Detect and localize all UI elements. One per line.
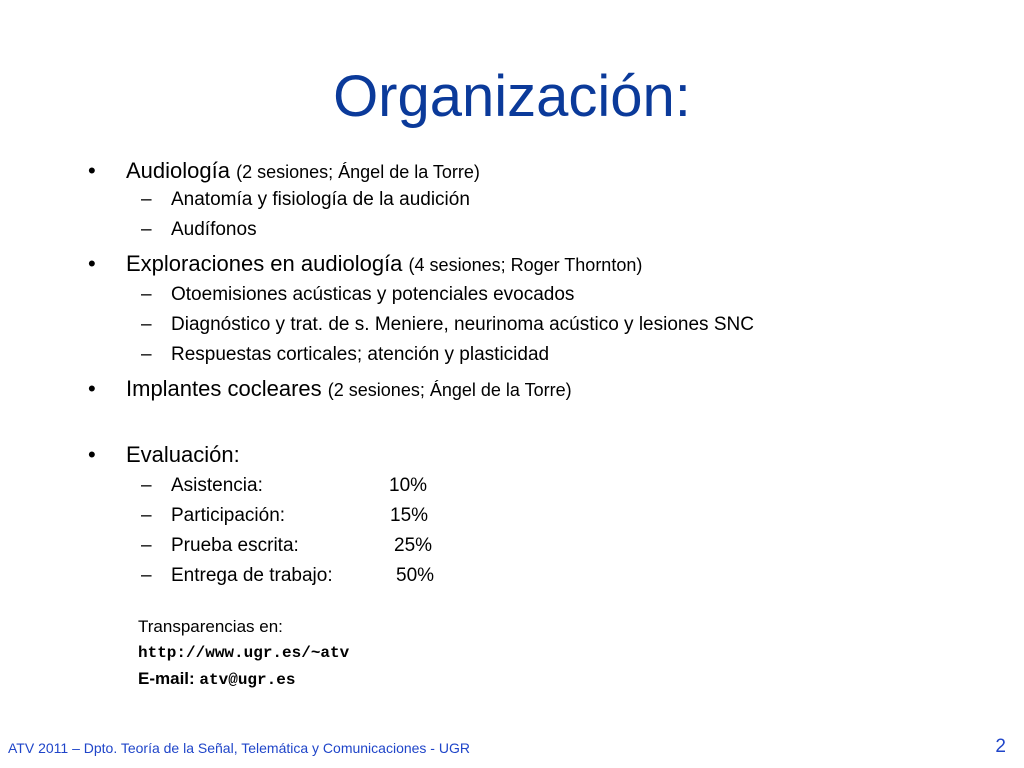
item-label: Evaluación: [126,442,240,467]
dash-icon: – [141,219,152,240]
slide-title: Organización: [333,64,691,129]
item-label: Audiología [126,158,230,183]
sub-item-text: Anatomía y fisiología de la audición [171,189,470,210]
evaluation-name: Prueba escrita: [171,535,299,556]
dash-icon: – [141,475,152,496]
item-detail: (2 sesiones; Ángel de la Torre) [236,162,480,182]
transparencies-label: Transparencias en: [138,617,283,636]
page-number: 2 [995,736,1006,757]
email-address[interactable]: atv@ugr.es [199,671,296,689]
evaluation-value: 10% [389,475,428,496]
email-line [138,667,295,692]
evaluation-name: Asistencia: [171,475,263,496]
dash-icon: – [141,565,152,586]
dash-icon: – [141,505,152,526]
evaluation-name: Entrega de trabajo: [171,565,333,586]
dash-icon: – [141,314,152,335]
item-label: Implantes cocleares [126,376,322,401]
bullet-icon: • [88,376,96,401]
sub-item-text: Respuestas corticales; atención y plasticidad [171,344,550,365]
item-detail: (2 sesiones; Ángel de la Torre) [327,380,572,400]
bullet-icon: • [88,442,96,467]
item-detail: (4 sesiones; Roger Thornton) [408,255,643,275]
bullet-icon: • [88,251,96,276]
evaluation-value: 25% [394,535,433,556]
dash-icon: – [141,535,152,556]
evaluation-value: 15% [390,505,429,526]
dash-icon: – [141,344,152,365]
dash-icon: – [141,189,152,210]
footer-text: ATV 2011 – Dpto. Teoría de la Señal, Telemática y Comunicaciones - UGR [8,740,470,756]
sub-item-text: Otoemisiones acústicas y potenciales evocados [171,284,575,305]
sub-item-text: Audífonos [171,219,257,240]
evaluation-name: Participación: [171,505,286,526]
dash-icon: – [141,284,152,305]
item-label: Exploraciones en audiología [126,251,403,276]
bullet-icon: • [88,158,96,183]
email-label: E-mail: [138,669,195,688]
sub-item-text: Diagnóstico y trat. de s. Meniere, neurinoma acústico y lesiones SNC [171,314,754,335]
evaluation-value: 50% [396,565,435,586]
transparencies-url[interactable]: http://www.ugr.es/~atv [138,644,350,662]
